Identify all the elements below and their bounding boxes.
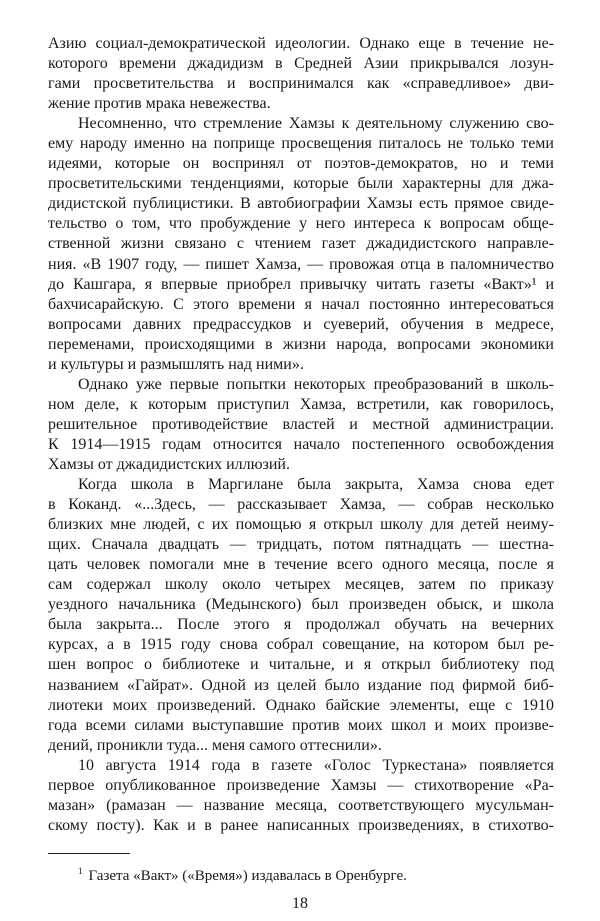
footnote-marker: 1 bbox=[78, 866, 83, 876]
text-line: Несомненно, что стремление Хамзы к деятельному служению сво- bbox=[78, 115, 554, 133]
text-line: скому посту). Как и в ранее написанных произведениях, в стихотво- bbox=[48, 816, 554, 834]
text-line: была закрыта... После этого я продолжал обучать на вечерних bbox=[48, 616, 554, 634]
text-line: переменами, происходящими в жизни народа, вопросами экономики bbox=[48, 335, 554, 353]
text-line: которого времени джадидизм в Средней Азии прикрывался лозун- bbox=[48, 55, 554, 73]
text-line: решительное противодействие властей и местной администрации. bbox=[48, 415, 554, 433]
text-line: в Коканд. «...Здесь, — рассказывает Хамза, — собрав несколько bbox=[48, 496, 554, 514]
text-line: шен вопрос о библиотеке и читальне, и я открыл библиотеку под bbox=[48, 656, 554, 674]
text-line: лиотеки моих произведений. Однако байские элементы, еще с 1910 bbox=[48, 696, 554, 714]
text-line: Хамзы от джадидистских иллюзий. bbox=[48, 455, 290, 473]
text-line: жение против мрака невежества. bbox=[48, 95, 271, 113]
text-line: Азию социал-демократической идеологии. Однако еще в течение не- bbox=[48, 35, 554, 52]
page-number: 18 bbox=[292, 895, 308, 912]
text-line: К 1914—1915 годам относится начало постепенного освобождения bbox=[48, 435, 554, 453]
text-line: цать человек помогали мне в течение всего одного месяца, после я bbox=[48, 556, 554, 574]
footnote-divider bbox=[48, 853, 130, 854]
text-line: дидистской публицистики. В автобиографии Хамзы есть прямое свиде- bbox=[48, 195, 554, 213]
text-line: года всеми силами выступавшие против моих школ и моих произве- bbox=[48, 716, 554, 734]
text-line: названием «Гайрат». Одной из целей было издание под фирмой биб- bbox=[48, 676, 554, 694]
text-line: щих. Сначала двадцать — тридцать, потом пятнадцать — шестна- bbox=[48, 536, 554, 554]
text-line: бахчисарайскую. С этого времени я начал постоянно интересоваться bbox=[48, 295, 554, 313]
text-line: до Кашгара, я впервые приобрел привычку читать газеты «Вакт»¹ и bbox=[48, 275, 554, 293]
text-line: 10 августа 1914 года в газете «Голос Туркестана» появляется bbox=[78, 756, 554, 774]
footnote bbox=[78, 861, 407, 886]
text-line: мазан» (рамазан — название месяца, соответствующего мусульман- bbox=[48, 796, 554, 814]
text-line: уездного начальника (Медынского) был произведен обыск, и школа bbox=[48, 596, 554, 614]
text-line: вопросами давних предрассудков и суеверий, обучения в медресе, bbox=[48, 315, 554, 333]
footnote-text: Газета «Вакт» («Время») издавалась в Оренбурге. bbox=[88, 868, 407, 884]
text-line: и культуры и размышлять над ними». bbox=[48, 355, 304, 373]
text-line: курсах, а в 1915 году снова собрал совещание, на котором был ре- bbox=[48, 636, 554, 654]
text-line: Когда школа в Маргилане была закрыта, Хамза снова едет bbox=[78, 476, 554, 494]
text-line: ния. «В 1907 году, — пишет Хамза, — провожая отца в паломничество bbox=[48, 255, 554, 273]
text-line: просветительскими тенденциями, которые были характерны для джа- bbox=[48, 175, 554, 193]
text-line: сам содержал школу около четырех месяцев, затем по приказу bbox=[48, 576, 554, 594]
text-line: ном деле, к которым приступил Хамза, встретили, как говорилось, bbox=[48, 395, 554, 413]
text-line: ему народу именно на поприще просвещения питалось не только теми bbox=[48, 135, 554, 153]
text-line: близких мне людей, с их помощью я открыл школу для детей неиму- bbox=[48, 516, 554, 534]
text-line: гами просветительства и воспринимался как «справедливое» дви- bbox=[48, 75, 554, 93]
text-line: первое опубликованное произведение Хамзы — стихотворение «Ра- bbox=[48, 776, 554, 794]
text-line: Однако уже первые попытки некоторых преобразований в школь- bbox=[78, 375, 554, 393]
text-line: идеями, которые он воспринял от поэтов-демократов, но и теми bbox=[48, 155, 554, 173]
text-line: тельство о том, что пробуждение у него интереса к вопросам обще- bbox=[48, 215, 554, 233]
text-line: дений, проникли туда... меня самого оттеснили». bbox=[48, 736, 382, 754]
text-line: ственной жизни связано с чтением газет джадидистского направле- bbox=[48, 235, 554, 253]
body-text bbox=[48, 34, 554, 836]
